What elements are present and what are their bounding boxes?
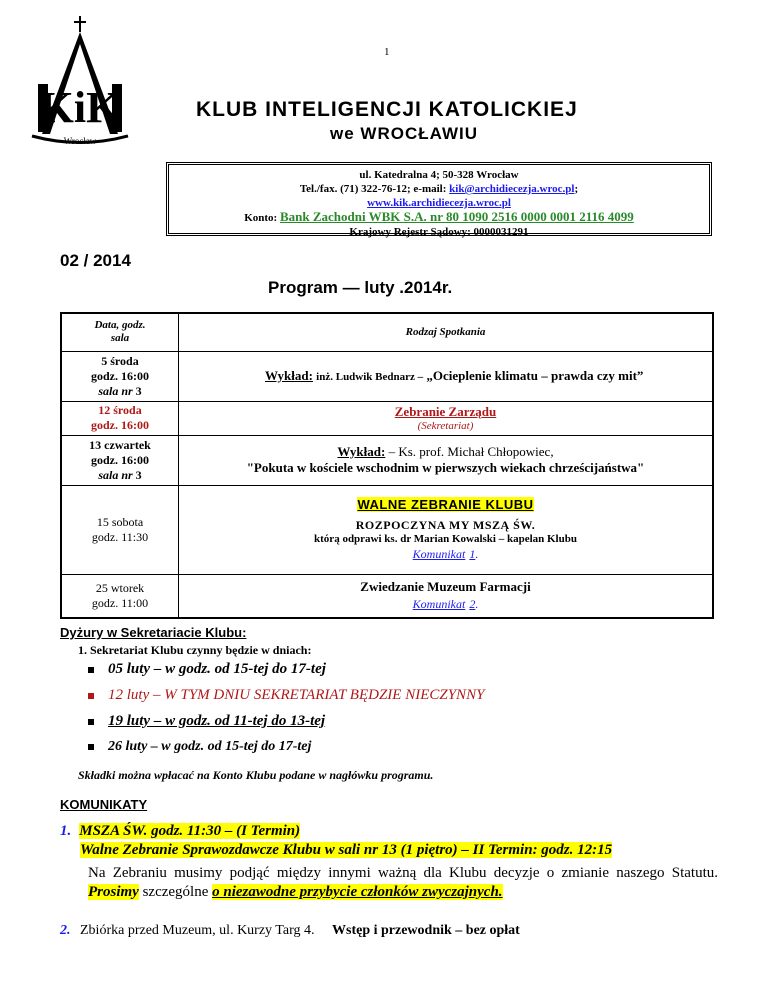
payment-note: Składki można wpłacać na Konto Klubu podane w nagłówku programu. [78,768,434,782]
kik-logo [20,14,140,149]
table-row: 25 wtorek godz. 11:00 Zwiedzanie Muzeum Farmacji Komunikat 2. [61,574,713,618]
duty-heading: Dyżury w Sekretariacie Klubu: [60,625,247,640]
page-number: 1 [384,46,390,58]
walne-title: WALNE ZEBRANIE KLUBU [357,497,534,512]
table-row: 12 środa godz. 16:00 Zebranie Zarządu (Sekretariat) [61,401,713,435]
address-box [166,162,712,236]
krs-line: Krajowy Rejestr Sądowy: 0000031291 [349,226,529,238]
list-item: 26 luty – w godz. od 15-tej do 17-tej [88,739,311,755]
table-row: 15 sobota godz. 11:30 WALNE ZEBRANIE KLUBU ROZPOCZYNA MY MSZĄ ŚW. którą odprawi ks. dr Marian Kowalski – kapelan Klubu Komunikat 1. [61,485,713,574]
list-item: 19 luty – w godz. od 11-tej do 13-tej [88,713,325,730]
church-logo-icon [20,14,140,149]
komunikaty-heading: KOMUNIKATY [60,797,148,812]
table-header-row [61,313,713,351]
komunikat-1: 1. MSZA ŚW. godz. 11:30 – (I Termin) Walne Zebranie Sprawozdawcze Klubu w sali nr 13 (1 piętro) – II Termin: godz. 12:15 [60,823,613,858]
header-date-cell: Data, godz. sala [61,313,179,351]
website-link[interactable]: www.kik.archidiecezja.wroc.pl [367,197,511,209]
list-item: 12 luty – W TYM DNIU SEKRETARIAT BĘDZIE NIECZYNNY [88,687,484,704]
komunikat-1-body: Na Zebraniu musimy podjąć między innymi ważną dla Klubu decyzje o zmianie naszego Statutu. Prosimy szczególne o niezawodne przybycie członków zwyczajnych. [88,865,718,900]
program-table [60,312,714,619]
club-city: we WROCŁAWIU [330,124,478,143]
komunikat-1-link[interactable]: Komunikat [412,547,466,561]
account-line: Konto: Bank Zachodni WBK S.A. nr 80 1090 2516 0000 0001 2116 4099 [244,209,634,224]
list-item: 05 luty – w godz. od 15-tej do 17-tej [88,661,326,678]
duty-line: 1. Sekretariat Klubu czynny będzie w dniach: [78,643,312,657]
issue-number: 02 / 2014 [60,251,131,270]
logo-letters: KiK [39,83,121,132]
club-title: KLUB INTELIGENCJI KATOLICKIEJ [196,98,578,121]
email-link[interactable]: kik@archidiecezja.wroc.pl [449,183,575,195]
contact-line: Tel./fax. (71) 322-76-12; e-mail: kik@archidiecezja.wroc.pl; [299,183,579,195]
table-row: 13 czwartek godz. 16:00 sala nr 3 Wykład: – Ks. prof. Michał Chłopowiec, "Pokuta w kościele wschodnim w pierwszych wiekach chrześcijaństwa" [61,435,713,485]
logo-city: Wrocław [63,136,97,146]
table-row: 5 środa godz. 16:00 sala nr 3 Wykład: inż. Ludwik Bednarz – „Ocieplenie klimatu – prawda czy mit” [61,351,713,401]
address-line: ul. Katedralna 4; 50-328 Wrocław [359,169,519,181]
program-title: Program — luty .2014r. [268,278,453,297]
header-type-cell: Rodzaj Spotkania [179,313,714,351]
komunikat-2: 2. Zbiórka przed Muzeum, ul. Kurzy Targ 4. Wstęp i przewodnik – bez opłat [60,923,520,938]
bank-account: Bank Zachodni WBK S.A. nr 80 1090 2516 0000 0001 2116 4099 [279,209,634,224]
komunikat-2-link[interactable]: Komunikat [412,596,466,611]
